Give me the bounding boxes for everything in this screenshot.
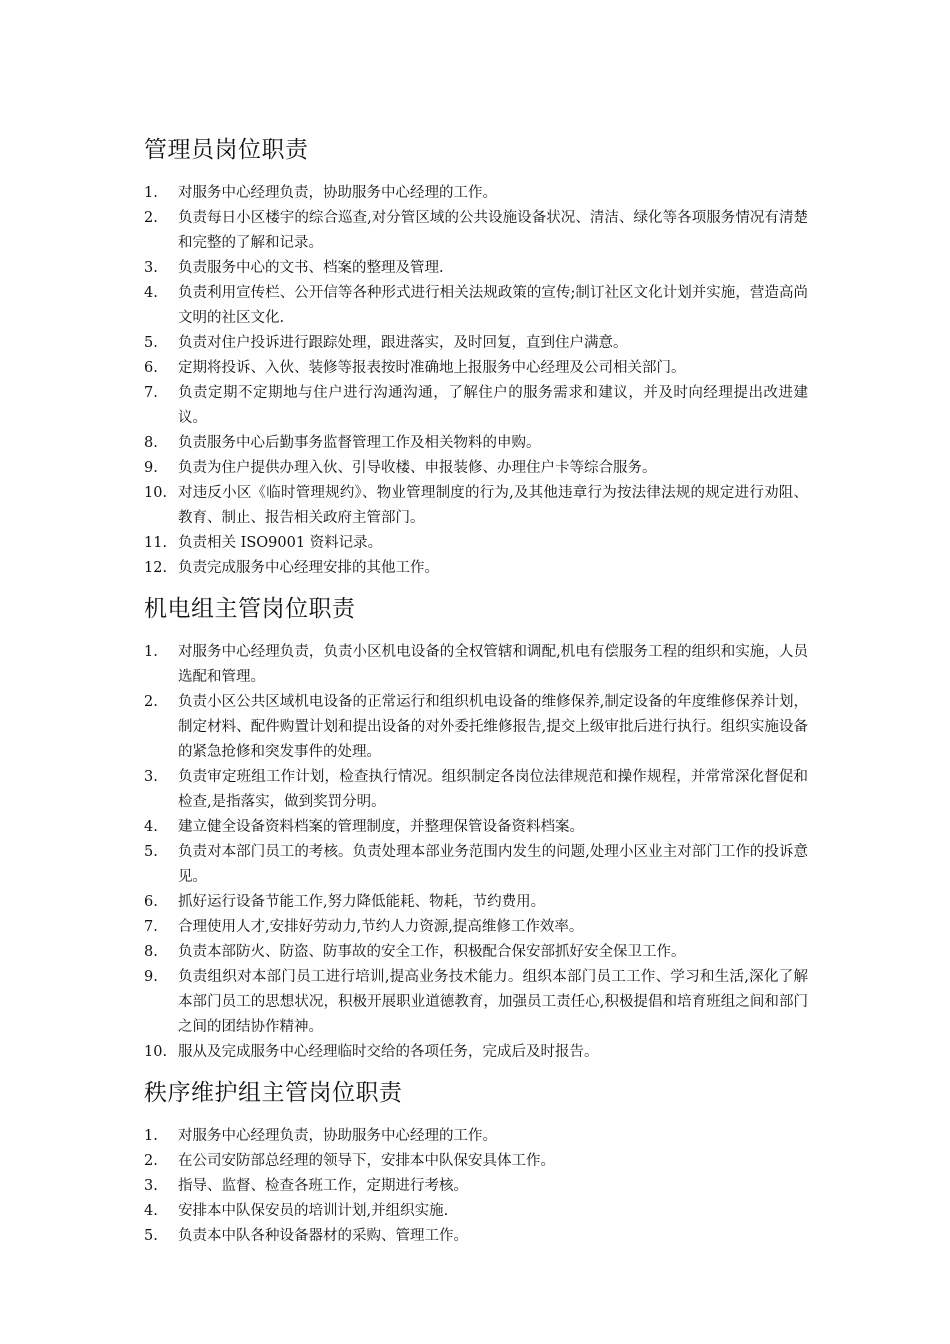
- list-item: [144, 456, 808, 481]
- item-number: 3.: [144, 260, 158, 276]
- section-title: 秩序维护组主管岗位职责: [144, 1080, 403, 1106]
- item-text: 对服务中心经理负责，协助服务中心经理的工作。: [178, 185, 497, 201]
- item-text: 负责利用宣传栏、公开信等各种形式进行相关法规政策的宣传;制订社区文化计划并实施，营造高尚文明的社区文化.: [178, 285, 808, 326]
- list-item: [144, 381, 808, 431]
- item-number: 2.: [144, 1153, 158, 1169]
- section-title: 机电组主管岗位职责: [144, 596, 356, 622]
- section-title: 管理员岗位职责: [144, 137, 309, 163]
- item-number: 10.: [144, 1044, 168, 1060]
- item-text: 负责服务中心的文书、档案的整理及管理.: [178, 260, 444, 276]
- item-number: 2.: [144, 210, 158, 226]
- list-item: [144, 1124, 808, 1149]
- section-electromechanical-duties: [144, 587, 808, 1065]
- item-text: 服从及完成服务中心经理临时交给的各项任务，完成后及时报告。: [178, 1044, 599, 1060]
- list-item: [144, 481, 808, 531]
- item-number: 12.: [144, 560, 168, 576]
- item-number: 4.: [144, 285, 158, 301]
- list-item: [144, 765, 808, 815]
- item-text: 负责对本部门员工的考核。负责处理本部业务范围内发生的问题,处理小区业主对部门工作的投诉意见。: [178, 844, 808, 885]
- list-item: [144, 431, 808, 456]
- item-text: 负责本中队各种设备器材的采购、管理工作。: [178, 1228, 468, 1244]
- item-number: 7.: [144, 919, 158, 935]
- item-text: 负责完成服务中心经理安排的其他工作。: [178, 560, 439, 576]
- document-page: [144, 128, 808, 1255]
- item-text: 指导、监督、检查各班工作，定期进行考核。: [178, 1178, 468, 1194]
- item-number: 6.: [144, 894, 158, 910]
- item-text: 安排本中队保安员的培训计划,并组织实施.: [178, 1203, 449, 1219]
- item-text: 负责定期不定期地与住户进行沟通沟通，了解住户的服务需求和建议，并及时向经理提出改进建议。: [178, 385, 808, 426]
- list-item: [144, 181, 808, 206]
- item-number: 4.: [144, 1203, 158, 1219]
- list-item: [144, 890, 808, 915]
- item-number: 2.: [144, 694, 158, 710]
- section-order-maintenance-duties: [144, 1071, 808, 1249]
- item-text: 对服务中心经理负责，协助服务中心经理的工作。: [178, 1128, 497, 1144]
- item-number: 4.: [144, 819, 158, 835]
- item-text: 负责为住户提供办理入伙、引导收楼、申报装修、办理住户卡等综合服务。: [178, 460, 657, 476]
- item-text: 负责对住户投诉进行跟踪处理，跟进落实，及时回复，直到住户满意。: [178, 335, 628, 351]
- item-number: 5.: [144, 1228, 158, 1244]
- list-item: [144, 531, 808, 556]
- item-number: 10.: [144, 485, 168, 501]
- list-item: [144, 1224, 808, 1249]
- item-number: 8.: [144, 944, 158, 960]
- list-item: [144, 1040, 808, 1065]
- item-number: 11.: [144, 535, 168, 551]
- list-item: [144, 640, 808, 690]
- list-item: [144, 965, 808, 1040]
- list-item: [144, 331, 808, 356]
- item-text: 定期将投诉、入伙、装修等报表按时准确地上报服务中心经理及公司相关部门。: [178, 360, 686, 376]
- list-item: [144, 356, 808, 381]
- duty-list: [144, 1124, 808, 1249]
- list-item: [144, 556, 808, 581]
- item-number: 9.: [144, 969, 158, 985]
- item-text: 负责本部防火、防盗、防事故的安全工作，积极配合保安部抓好安全保卫工作。: [178, 944, 686, 960]
- list-item: [144, 1149, 808, 1174]
- item-number: 1.: [144, 185, 158, 201]
- item-number: 3.: [144, 769, 158, 785]
- list-item: [144, 815, 808, 840]
- item-text: 负责审定班组工作计划，检查执行情况。组织制定各岗位法律规范和操作规程，并常常深化督促和检查,是指落实，做到奖罚分明。: [178, 769, 808, 810]
- item-number: 6.: [144, 360, 158, 376]
- item-number: 3.: [144, 1178, 158, 1194]
- item-text: 负责每日小区楼宇的综合巡查,对分管区域的公共设施设备状况、清洁、绿化等各项服务情况有清楚和完整的了解和记录。: [178, 210, 808, 251]
- list-item: [144, 281, 808, 331]
- list-item: [144, 840, 808, 890]
- item-text: 合理使用人才,安排好劳动力,节约人力资源,提高维修工作效率。: [178, 919, 584, 935]
- list-item: [144, 690, 808, 765]
- duty-list: [144, 181, 808, 581]
- item-number: 5.: [144, 335, 158, 351]
- list-item: [144, 915, 808, 940]
- item-text: 抓好运行设备节能工作,努力降低能耗、物耗，节约费用。: [178, 894, 546, 910]
- item-text: 负责相关 ISO9001 资料记录。: [178, 535, 383, 551]
- section-admin-duties: [144, 128, 808, 581]
- list-item: [144, 256, 808, 281]
- item-text: 对违反小区《临时管理规约》、物业管理制度的行为,及其他违章行为按法律法规的规定进行劝阻、教育、制止、报告相关政府主管部门。: [178, 485, 808, 526]
- list-item: [144, 206, 808, 256]
- item-number: 7.: [144, 385, 158, 401]
- list-item: [144, 940, 808, 965]
- item-text: 负责服务中心后勤事务监督管理工作及相关物料的申购。: [178, 435, 541, 451]
- item-text: 对服务中心经理负责，负责小区机电设备的全权管辖和调配,机电有偿服务工程的组织和实施，人员选配和管理。: [178, 644, 808, 685]
- item-number: 9.: [144, 460, 158, 476]
- item-text: 负责组织对本部门员工进行培训,提高业务技术能力。组织本部门员工工作、学习和生活,深化了解本部门员工的思想状况，积极开展职业道德教育，加强员工责任心,积极提倡和培育班组之间和部门之间的团结协作精神。: [178, 969, 808, 1035]
- item-number: 5.: [144, 844, 158, 860]
- item-number: 1.: [144, 644, 158, 660]
- item-number: 8.: [144, 435, 158, 451]
- item-text: 建立健全设备资料档案的管理制度，并整理保管设备资料档案。: [178, 819, 584, 835]
- item-number: 1.: [144, 1128, 158, 1144]
- list-item: [144, 1199, 808, 1224]
- item-text: 在公司安防部总经理的领导下，安排本中队保安具体工作。: [178, 1153, 555, 1169]
- item-text: 负责小区公共区域机电设备的正常运行和组织机电设备的维修保养,制定设备的年度维修保养计划，制定材料、配件购置计划和提出设备的对外委托维修报告,提交上级审批后进行执行。组织实施设备的紧急抢修和突发事件的处理。: [178, 694, 808, 760]
- duty-list: [144, 640, 808, 1065]
- list-item: [144, 1174, 808, 1199]
